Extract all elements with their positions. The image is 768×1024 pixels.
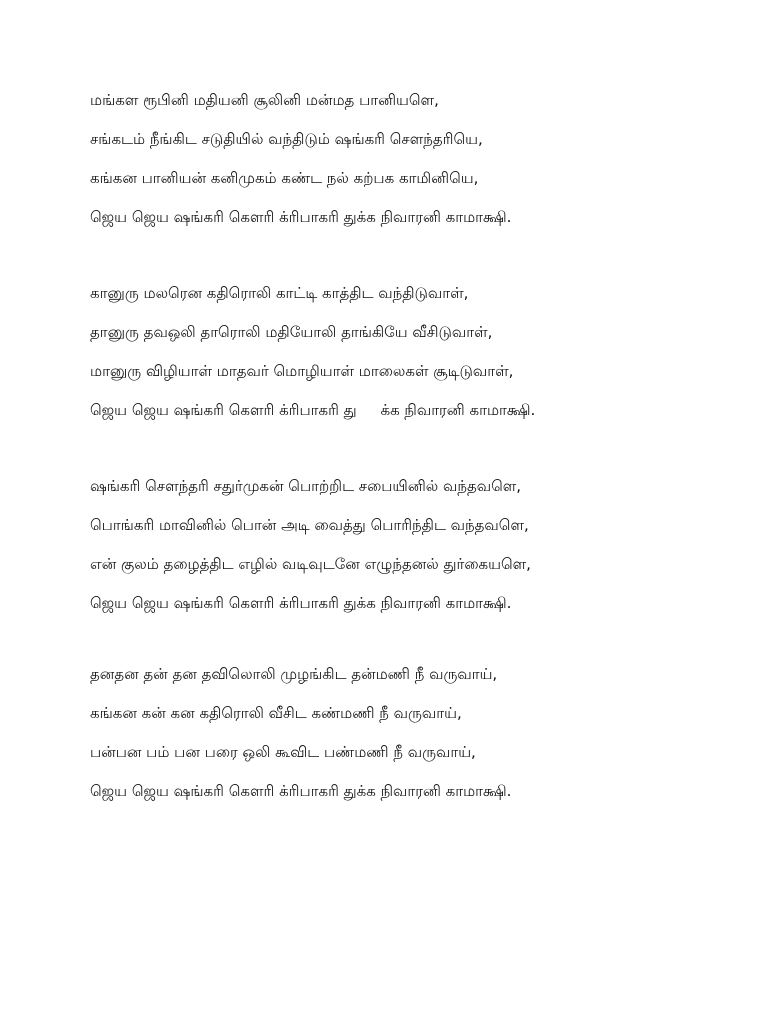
stanza-line: தானுரு தவஒலி தாரொலி மதியோலி தாங்கியே வீசிடுவாள், bbox=[90, 323, 493, 341]
stanza-line: ஜெய ஜெய ஷங்கரி கௌரி க்ரிபாகரி துக்க நிவாரனி காமாக்ஷி. bbox=[90, 782, 512, 800]
stanza-line: சங்கடம் நீங்கிட சடுதியில் வந்திடும் ஷங்கரி சௌந்தரியெ, bbox=[90, 130, 483, 148]
stanza-line: தனதன தன் தன தவிலொலி முழங்கிட தன்மணி நீ வருவாய், bbox=[90, 665, 498, 683]
stanza-4 bbox=[90, 664, 730, 820]
stanza-1 bbox=[90, 90, 730, 246]
stanza-line: ஜெய ஜெய ஷங்கரி கௌரி க்ரிபாகரி துக்க நிவாரனி காமாக்ஷி. bbox=[90, 594, 512, 612]
stanza-line: ஷங்கரி சௌந்தரி சதுர்முகன் பொற்றிட சபையினில் வந்தவளெ, bbox=[90, 477, 522, 495]
stanza-line: என் குலம் தழைத்திட எழில் வடிவுடனே எழுந்தனல் துர்கையளெ, bbox=[90, 555, 531, 573]
stanza-line: கங்கன கன் கன கதிரொலி வீசிட கண்மணி நீ வருவாய், bbox=[90, 704, 462, 722]
stanza-line: கானுரு மலரென கதிரொலி காட்டி காத்திட வந்திடுவாள், bbox=[90, 284, 469, 302]
stanza-line: மங்கள ரூபினி மதியனி சூலினி மன்மத பானியளெ, bbox=[90, 91, 439, 109]
stanza-line: மானுரு விழியாள் மாதவர் மொழியாள் மாலைகள் சூடிடுவாள், bbox=[90, 362, 514, 380]
stanza-3 bbox=[90, 476, 730, 632]
stanza-line: ஜெய ஜெய ஷங்கரி கௌரி க்ரிபாகரி து க்க நிவாரனி காமாக்ஷி. bbox=[90, 401, 536, 419]
stanza-2 bbox=[90, 283, 730, 439]
stanza-line: கங்கன பானியன் கனிமுகம் கண்ட நல் கற்பக காமினியெ, bbox=[90, 169, 479, 187]
stanza-line: பன்பன பம் பன பரை ஒலி கூவிட பண்மணி நீ வருவாய், bbox=[90, 743, 476, 761]
stanza-line: பொங்கரி மாவினில் பொன் அடி வைத்து பொரிந்திட வந்தவளெ, bbox=[90, 516, 529, 534]
stanza-line: ஜெய ஜெய ஷங்கரி கௌரி க்ரிபாகரி துக்க நிவாரனி காமாக்ஷி. bbox=[90, 208, 512, 226]
